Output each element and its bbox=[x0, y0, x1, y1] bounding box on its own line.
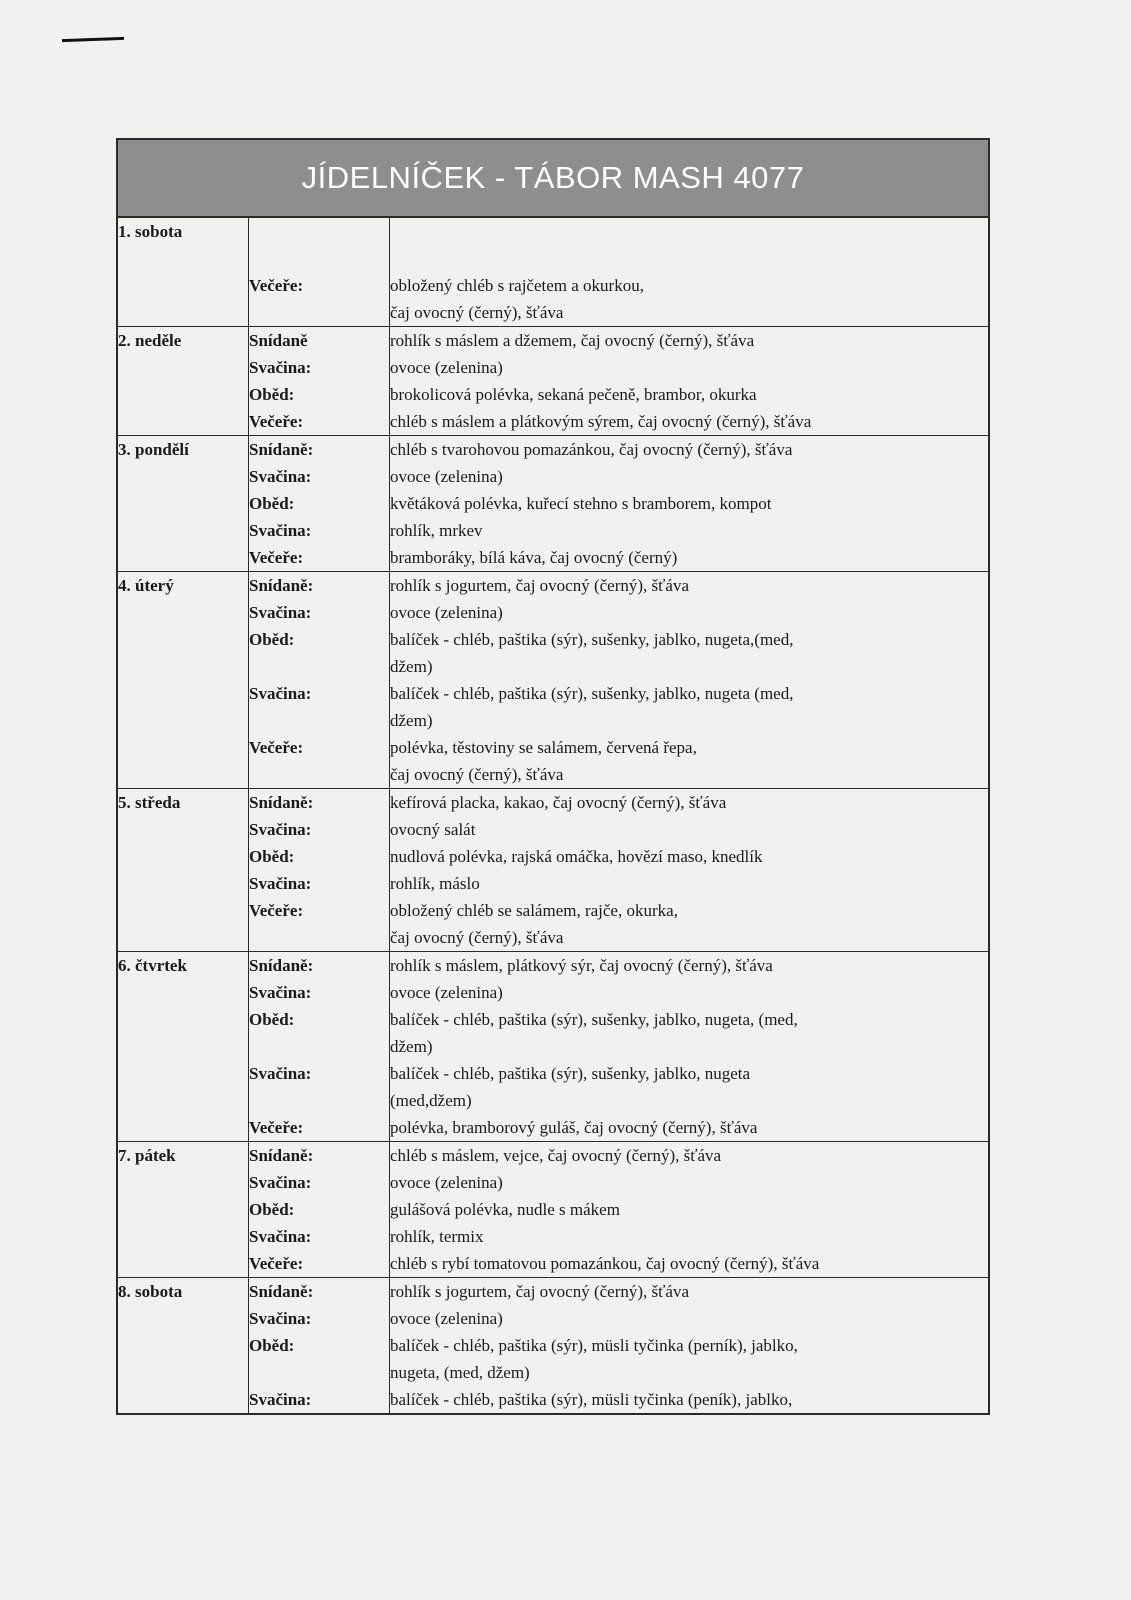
spacer bbox=[249, 653, 389, 680]
food-line: rohlík, mrkev bbox=[390, 521, 483, 540]
food-cell bbox=[390, 1142, 990, 1278]
day-row bbox=[117, 217, 989, 327]
day-label: 5. středa bbox=[118, 793, 181, 812]
day-label: 8. sobota bbox=[118, 1282, 183, 1301]
meal-label: Snídaně: bbox=[249, 576, 314, 595]
food-cell bbox=[390, 327, 990, 436]
menu-table-body bbox=[117, 217, 989, 1414]
food-line: čaj ovocný (černý), šťáva bbox=[390, 928, 564, 947]
food-line: polévka, bramborový guláš, čaj ovocný (černý), šťáva bbox=[390, 1118, 758, 1137]
food-line: květáková polévka, kuřecí stehno s bramborem, kompot bbox=[390, 494, 772, 513]
day-cell bbox=[117, 572, 249, 789]
food-line: gulášová polévka, nudle s mákem bbox=[390, 1200, 620, 1219]
food-line: brokolicová polévka, sekaná pečeně, brambor, okurka bbox=[390, 385, 757, 404]
food-line: balíček - chléb, paštika (sýr), müsli tyčinka (perník), jablko, bbox=[390, 1336, 798, 1355]
food-line: rohlík s máslem, plátkový sýr, čaj ovocný (černý), šťáva bbox=[390, 956, 773, 975]
meal-label: Svačina: bbox=[249, 1390, 312, 1409]
food-line: kefírová placka, kakao, čaj ovocný (černý), šťáva bbox=[390, 793, 727, 812]
day-cell bbox=[117, 436, 249, 572]
meal-label: Večeře: bbox=[249, 738, 304, 757]
meal-names-cell bbox=[249, 217, 390, 327]
day-row bbox=[117, 436, 989, 572]
day-row bbox=[117, 327, 989, 436]
meal-label: Večeře: bbox=[249, 276, 304, 295]
food-line: chléb s máslem, vejce, čaj ovocný (černý), šťáva bbox=[390, 1146, 722, 1165]
day-cell bbox=[117, 1142, 249, 1278]
food-line: rohlík s jogurtem, čaj ovocný (černý), šťáva bbox=[390, 576, 690, 595]
spacer bbox=[249, 1033, 389, 1060]
spacer bbox=[249, 761, 389, 788]
food-line: balíček - chléb, paštika (sýr), sušenky, jablko, nugeta bbox=[390, 1064, 751, 1083]
day-row bbox=[117, 789, 989, 952]
day-row bbox=[117, 572, 989, 789]
meal-label: Snídaně: bbox=[249, 440, 314, 459]
meal-label: Svačina: bbox=[249, 467, 312, 486]
meal-label: Svačina: bbox=[249, 358, 312, 377]
food-line: ovoce (zelenina) bbox=[390, 467, 503, 486]
meal-label: Snídaně: bbox=[249, 1282, 314, 1301]
meal-label: Oběd: bbox=[249, 494, 295, 513]
meal-label: Svačina: bbox=[249, 1309, 312, 1328]
title-bar bbox=[116, 138, 990, 216]
food-line: balíček - chléb, paštika (sýr), sušenky, jablko, nugeta (med, bbox=[390, 684, 794, 703]
meal-label: Svačina: bbox=[249, 684, 312, 703]
meal-label: Svačina: bbox=[249, 1173, 312, 1192]
meal-names-cell bbox=[249, 789, 390, 952]
spacer bbox=[249, 1087, 389, 1114]
meal-label: Svačina: bbox=[249, 874, 312, 893]
page-title: JÍDELNÍČEK - TÁBOR MASH 4077 bbox=[301, 160, 805, 195]
meal-names-cell bbox=[249, 572, 390, 789]
food-line: polévka, těstoviny se salámem, červená řepa, bbox=[390, 738, 697, 757]
menu-sheet bbox=[116, 138, 990, 1415]
day-label: 2. neděle bbox=[118, 331, 182, 350]
meal-label: Oběd: bbox=[249, 1200, 295, 1219]
food-line: ovocný salát bbox=[390, 820, 476, 839]
meal-label: Svačina: bbox=[249, 1064, 312, 1083]
food-line: ovoce (zelenina) bbox=[390, 983, 503, 1002]
food-line: čaj ovocný (černý), šťáva bbox=[390, 765, 564, 784]
food-line: rohlík, termix bbox=[390, 1227, 484, 1246]
scan-mark bbox=[62, 37, 124, 42]
food-line: chléb s tvarohovou pomazánkou, čaj ovocný (černý), šťáva bbox=[390, 440, 793, 459]
meal-label: Večeře: bbox=[249, 901, 304, 920]
food-line: nudlová polévka, rajská omáčka, hovězí maso, knedlík bbox=[390, 847, 763, 866]
day-label: 3. pondělí bbox=[118, 440, 189, 459]
spacer bbox=[390, 218, 988, 272]
spacer bbox=[249, 707, 389, 734]
day-row bbox=[117, 1278, 989, 1415]
day-row bbox=[117, 1142, 989, 1278]
meal-label: Svačina: bbox=[249, 820, 312, 839]
meal-label: Večeře: bbox=[249, 548, 304, 567]
food-line: (med,džem) bbox=[390, 1091, 472, 1110]
meal-names-cell bbox=[249, 1142, 390, 1278]
meal-label: Snídaně: bbox=[249, 1146, 314, 1165]
meal-label: Večeře: bbox=[249, 412, 304, 431]
food-cell bbox=[390, 436, 990, 572]
day-label: 6. čtvrtek bbox=[118, 956, 187, 975]
day-label: 1. sobota bbox=[118, 222, 183, 241]
food-cell bbox=[390, 952, 990, 1142]
food-line: nugeta, (med, džem) bbox=[390, 1363, 530, 1382]
meal-names-cell bbox=[249, 952, 390, 1142]
meal-label: Snídaně bbox=[249, 331, 308, 350]
spacer bbox=[249, 924, 389, 951]
meal-label: Oběd: bbox=[249, 847, 295, 866]
food-line: rohlík, máslo bbox=[390, 874, 480, 893]
food-line: džem) bbox=[390, 657, 433, 676]
food-line: rohlík s máslem a džemem, čaj ovocný (černý), šťáva bbox=[390, 331, 755, 350]
day-cell bbox=[117, 952, 249, 1142]
food-line: balíček - chléb, paštika (sýr), müsli tyčinka (peník), jablko, bbox=[390, 1390, 793, 1409]
meal-label: Svačina: bbox=[249, 983, 312, 1002]
food-line: balíček - chléb, paštika (sýr), sušenky, jablko, nugeta,(med, bbox=[390, 630, 794, 649]
day-label: 7. pátek bbox=[118, 1146, 176, 1165]
meal-names-cell bbox=[249, 1278, 390, 1415]
day-cell bbox=[117, 217, 249, 327]
spacer bbox=[249, 299, 389, 326]
meal-label: Svačina: bbox=[249, 521, 312, 540]
meal-label: Večeře: bbox=[249, 1118, 304, 1137]
day-cell bbox=[117, 789, 249, 952]
food-line: ovoce (zelenina) bbox=[390, 603, 503, 622]
food-cell bbox=[390, 217, 990, 327]
meal-label: Oběd: bbox=[249, 385, 295, 404]
meal-names-cell bbox=[249, 436, 390, 572]
food-line: obložený chléb s rajčetem a okurkou, bbox=[390, 276, 644, 295]
meal-label: Večeře: bbox=[249, 1254, 304, 1273]
day-label: 4. úterý bbox=[118, 576, 174, 595]
food-line: chléb s rybí tomatovou pomazánkou, čaj ovocný (černý), šťáva bbox=[390, 1254, 820, 1273]
food-line: bramboráky, bílá káva, čaj ovocný (černý) bbox=[390, 548, 678, 567]
day-cell bbox=[117, 1278, 249, 1415]
spacer bbox=[249, 1359, 389, 1386]
food-cell bbox=[390, 572, 990, 789]
spacer bbox=[249, 218, 389, 272]
meal-label: Svačina: bbox=[249, 603, 312, 622]
food-cell bbox=[390, 1278, 990, 1415]
food-line: ovoce (zelenina) bbox=[390, 1173, 503, 1192]
meal-label: Oběd: bbox=[249, 630, 295, 649]
food-line: džem) bbox=[390, 711, 433, 730]
meal-label: Oběd: bbox=[249, 1010, 295, 1029]
meal-label: Snídaně: bbox=[249, 956, 314, 975]
meal-names-cell bbox=[249, 327, 390, 436]
food-line: rohlík s jogurtem, čaj ovocný (černý), šťáva bbox=[390, 1282, 690, 1301]
food-line: ovoce (zelenina) bbox=[390, 1309, 503, 1328]
meal-label: Snídaně: bbox=[249, 793, 314, 812]
day-cell bbox=[117, 327, 249, 436]
day-row bbox=[117, 952, 989, 1142]
food-line: džem) bbox=[390, 1037, 433, 1056]
food-line: obložený chléb se salámem, rajče, okurka, bbox=[390, 901, 678, 920]
food-line: ovoce (zelenina) bbox=[390, 358, 503, 377]
food-line: chléb s máslem a plátkovým sýrem, čaj ovocný (černý), šťáva bbox=[390, 412, 812, 431]
food-line: balíček - chléb, paštika (sýr), sušenky, jablko, nugeta, (med, bbox=[390, 1010, 798, 1029]
meal-label: Svačina: bbox=[249, 1227, 312, 1246]
food-cell bbox=[390, 789, 990, 952]
food-line: čaj ovocný (černý), šťáva bbox=[390, 303, 564, 322]
menu-table bbox=[116, 216, 990, 1415]
meal-label: Oběd: bbox=[249, 1336, 295, 1355]
